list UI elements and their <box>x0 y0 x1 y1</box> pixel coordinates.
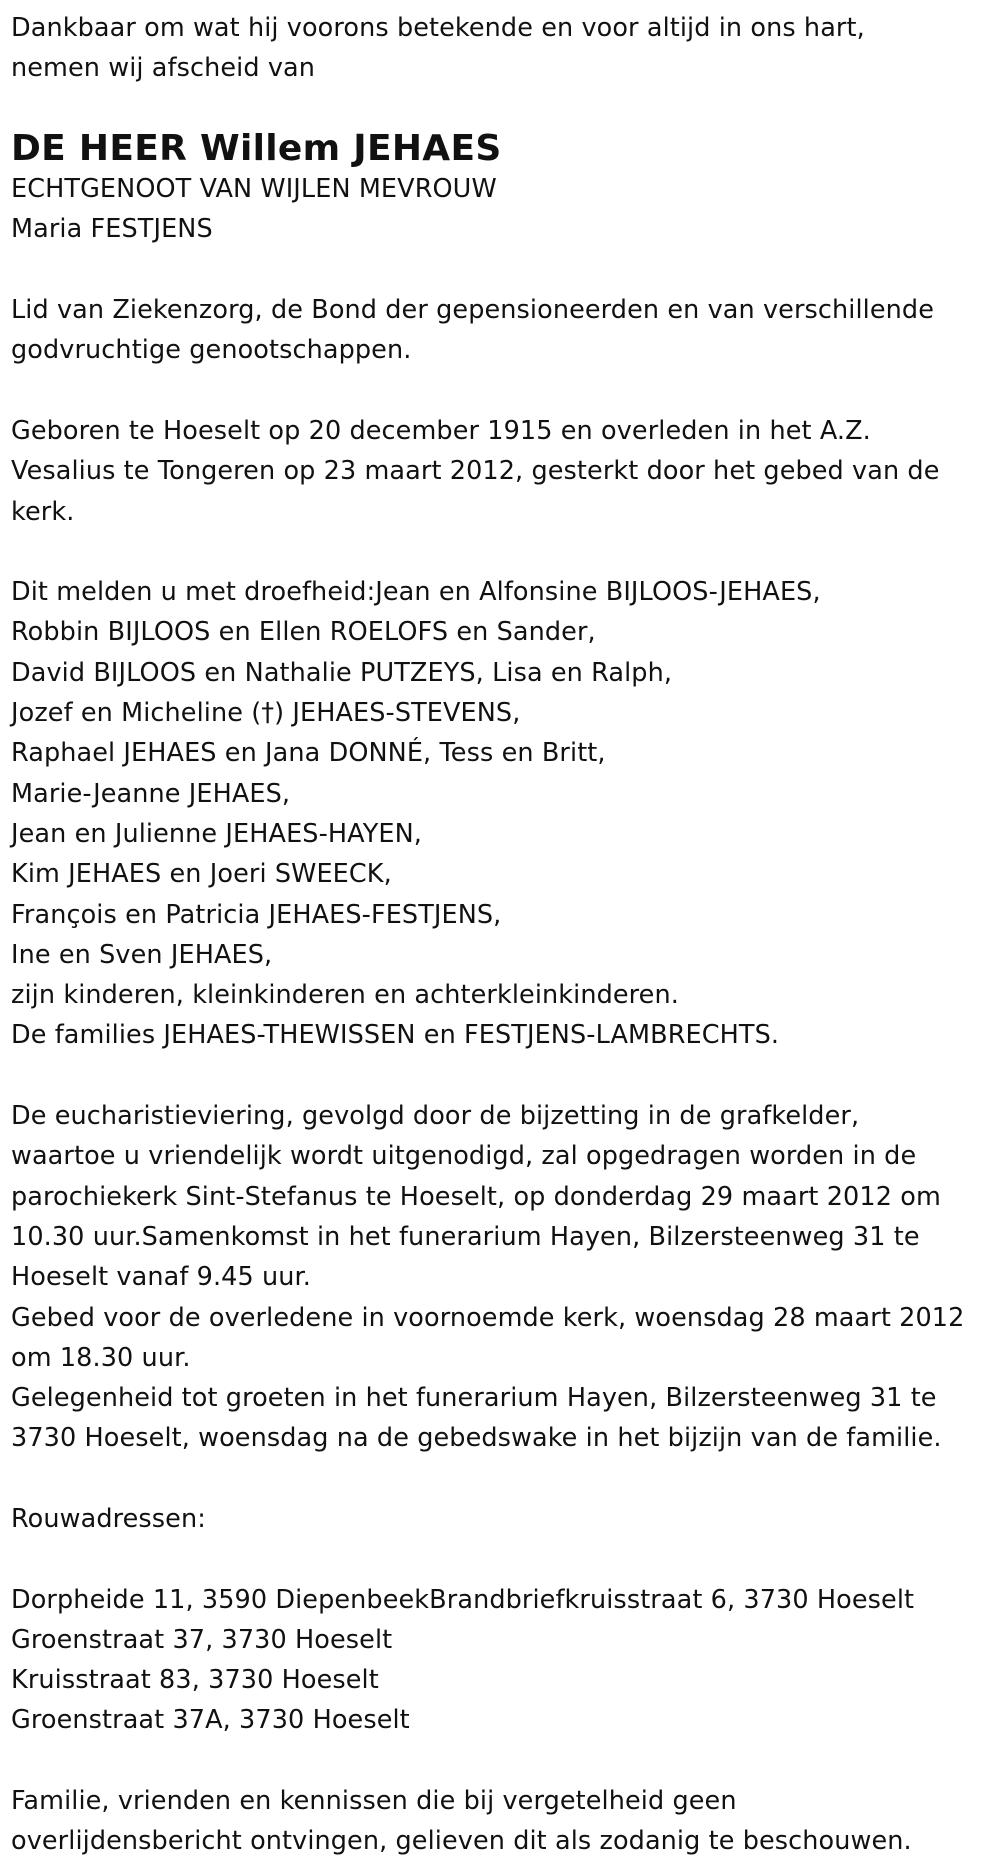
family-line: Jean en Julienne JEHAES-HAYEN, <box>11 818 422 849</box>
ceremony-section <box>11 1096 989 1459</box>
family-line: Marie-Jeanne JEHAES, <box>11 778 291 809</box>
spouse-line: ECHTGENOOT VAN WIJLEN MEVROUW <box>11 174 497 205</box>
family-line: François en Patricia JEHAES-FESTJENS, <box>11 899 502 930</box>
ceremony-line: Gelegenheid tot groeten in het funerarium Hayen, Bilzersteenweg 31 te <box>11 1383 937 1414</box>
ceremony-line: parochiekerk Sint-Stefanus te Hoeselt, op donderdag 29 maart 2012 om <box>11 1181 941 1212</box>
spouse-line: Maria FESTJENS <box>11 214 213 245</box>
family-line: Ine en Sven JEHAES, <box>11 939 273 970</box>
family-line: zijn kinderen, kleinkinderen en achterkleinkinderen. <box>11 980 679 1011</box>
ceremony-line: De eucharistieviering, gevolgd door de bijzetting in de grafkelder, <box>11 1101 860 1132</box>
ceremony-line: 3730 Hoeselt, woensdag na de gebedswake in het bijzijn van de familie. <box>11 1423 942 1454</box>
ceremony-line: waartoe u vriendelijk wordt uitgenodigd, zal opgedragen worden in de <box>11 1141 917 1172</box>
ceremony-line: Hoeselt vanaf 9.45 uur. <box>11 1262 311 1293</box>
deceased-name: DE HEER Willem JEHAES <box>11 127 502 169</box>
deceased-section <box>11 129 989 250</box>
spacer <box>11 89 989 129</box>
closing-section <box>11 1781 989 1862</box>
closing-line: overlijdensbericht ontvingen, gelieven dit als zodanig te beschouwen. <box>11 1826 912 1857</box>
spacer <box>11 1056 989 1096</box>
family-line: David BIJLOOS en Nathalie PUTZEYS, Lisa en Ralph, <box>11 657 673 688</box>
spacer <box>11 250 989 290</box>
closing-line: Familie, vrienden en kennissen die bij vergetelheid geen <box>11 1786 737 1817</box>
spacer <box>11 1741 989 1781</box>
birth-death-line: kerk. <box>11 496 75 527</box>
address-line: Groenstraat 37, 3730 Hoeselt <box>11 1624 393 1655</box>
address-line: Dorpheide 11, 3590 DiepenbeekBrandbriefkruisstraat 6, 3730 Hoeselt <box>11 1584 915 1615</box>
spacer <box>11 1459 989 1499</box>
spacer <box>11 532 989 572</box>
family-line: Kim JEHAES en Joeri SWEECK, <box>11 859 392 890</box>
family-line: Robbin BIJLOOS en Ellen ROELOFS en Sander, <box>11 617 596 648</box>
membership-line: Lid van Ziekenzorg, de Bond der gepensioneerden en van verschillende <box>11 295 934 326</box>
ceremony-line: Gebed voor de overledene in voornoemde kerk, woensdag 28 maart 2012 <box>11 1302 965 1333</box>
family-line: Raphael JEHAES en Jana DONNÉ, Tess en Britt, <box>11 738 606 769</box>
intro-section <box>11 8 989 89</box>
birth-death-section <box>11 411 989 532</box>
address-line: Kruisstraat 83, 3730 Hoeselt <box>11 1665 379 1696</box>
birth-death-line: Vesalius te Tongeren op 23 maart 2012, gesterkt door het gebed van de <box>11 456 940 487</box>
membership-section <box>11 290 989 371</box>
intro-line: Dankbaar om wat hij voorons betekende en voor altijd in ons hart, <box>11 13 865 43</box>
spacer <box>11 371 989 411</box>
membership-line: godvruchtige genootschappen. <box>11 335 412 366</box>
addresses-heading: Rouwadressen: <box>11 1503 206 1534</box>
family-line: De families JEHAES-THEWISSEN en FESTJENS-LAMBRECHTS. <box>11 1020 780 1051</box>
family-section <box>11 572 989 1056</box>
family-line: Dit melden u met droefheid:Jean en Alfonsine BIJLOOS-JEHAES, <box>11 577 821 608</box>
family-line: Jozef en Micheline (†) JEHAES-STEVENS, <box>11 698 521 729</box>
ceremony-line: om 18.30 uur. <box>11 1342 191 1373</box>
birth-death-line: Geboren te Hoeselt op 20 december 1915 en overleden in het A.Z. <box>11 415 871 446</box>
ceremony-line: 10.30 uur.Samenkomst in het funerarium Hayen, Bilzersteenweg 31 te <box>11 1221 920 1252</box>
intro-line: nemen wij afscheid van <box>11 53 315 84</box>
addresses-section <box>11 1499 989 1741</box>
spacer <box>11 1539 989 1579</box>
address-line: Groenstraat 37A, 3730 Hoeselt <box>11 1705 410 1736</box>
